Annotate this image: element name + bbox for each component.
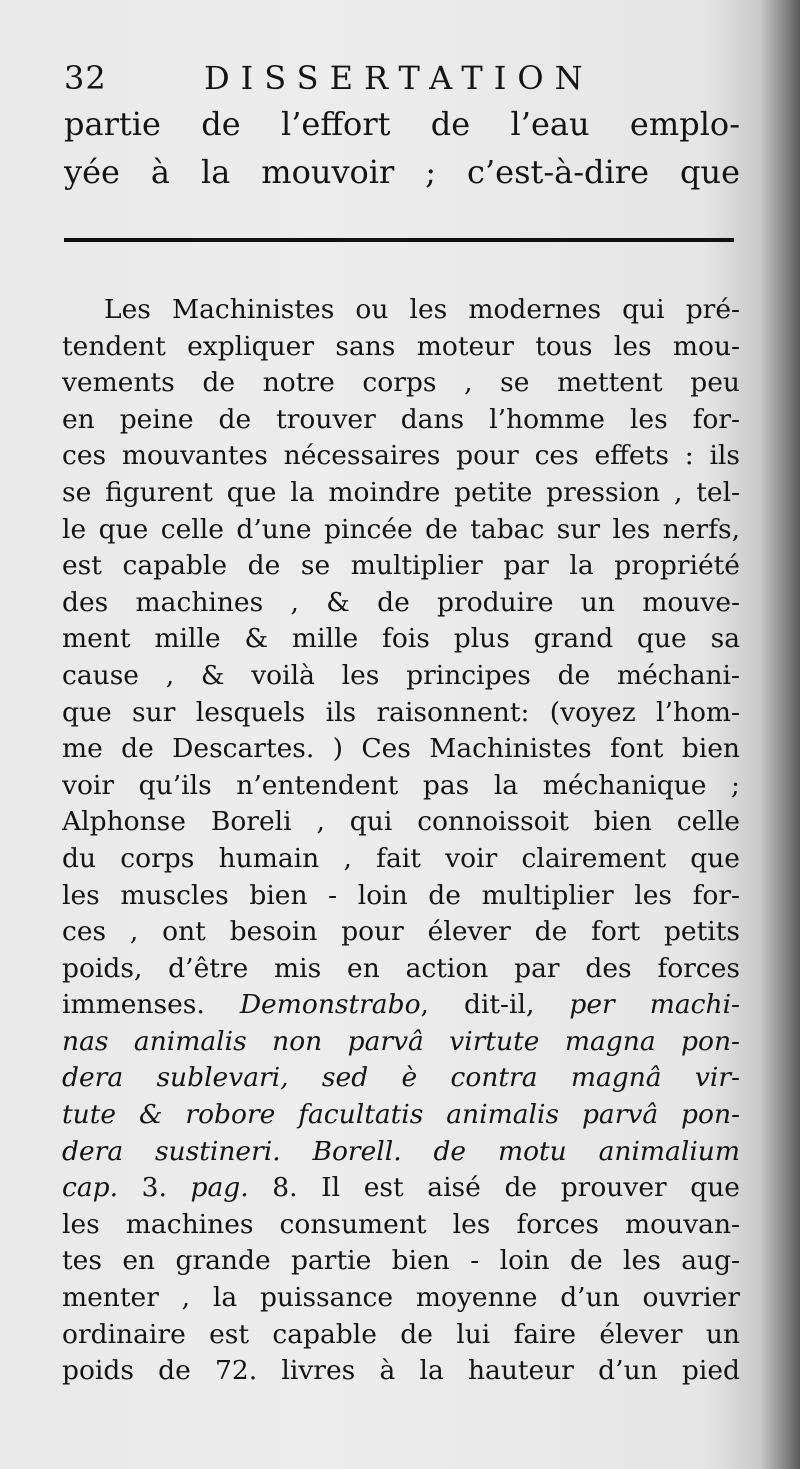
text-line: les muscles bien - loin de multiplier les for-	[62, 879, 740, 911]
latin-quote-line: nas animalis non parvâ virtute magna pon-	[62, 1025, 740, 1057]
text-line: ces , ont besoin pour élever de fort petits	[62, 916, 740, 948]
text-line: poids, d’être mis en action par des forces	[62, 952, 740, 984]
text-line: menter , la puissance moyenne d’un ouvrier	[62, 1282, 740, 1314]
text-line: cause , & voilà les principes de méchani-	[62, 659, 740, 691]
continued-text	[64, 100, 740, 196]
latin-quote-line	[62, 987, 740, 1024]
italic-run: cap.	[62, 1172, 119, 1204]
text-run: 3.	[118, 1172, 191, 1204]
text-line: en peine de trouver dans l’homme les for-	[62, 403, 740, 435]
page-header	[64, 58, 734, 98]
running-head: DISSERTATION	[204, 59, 594, 97]
text-line: du corps humain , fait voir clairement que	[62, 842, 740, 874]
text-line: tes en grande partie bien - loin de les aug-	[62, 1245, 740, 1277]
page-number: 32	[64, 59, 107, 97]
latin-quote-line: dera sustineri. Borell. de motu animalium	[62, 1135, 740, 1167]
text-line: yée à la mouvoir ; c’est-à-dire que	[64, 153, 740, 191]
text-line: vements de notre corps , se mettent peu	[62, 367, 740, 399]
text-run: , dit-il,	[420, 989, 570, 1021]
text-line: le que celle d’une pincée de tabac sur les nerfs,	[62, 513, 740, 545]
text-run: 8. Il est aisé de prouver que	[248, 1172, 740, 1204]
text-run: immenses.	[62, 989, 240, 1021]
text-line: des machines , & de produire un mouve-	[62, 586, 740, 618]
citation-line	[62, 1170, 740, 1207]
italic-run: pag.	[190, 1172, 249, 1204]
text-line: tendent expliquer sans moteur tous les mou-	[62, 330, 740, 362]
text-line: voir qu’ils n’entendent pas la méchanique ;	[62, 769, 740, 801]
section-rule	[64, 238, 734, 242]
text-line: me de Descartes. ) Ces Machinistes font bien	[62, 733, 740, 765]
text-line: est capable de se multiplier par la propriété	[62, 550, 740, 582]
text-line: ces mouvantes nécessaires pour ces effets : ils	[62, 440, 740, 472]
text-line: les machines consument les forces mouvan-	[62, 1208, 740, 1240]
text-line: Les Machinistes ou les modernes qui pré-	[104, 294, 740, 325]
footnote-text	[62, 292, 740, 1390]
text-line: que sur lesquels ils raisonnent: (voyez l’hom-	[62, 696, 740, 728]
text-line: Alphonse Boreli , qui connoissoit bien celle	[62, 806, 740, 838]
latin-quote-line: dera sublevari, sed è contra magnâ vir-	[62, 1062, 740, 1094]
text-line: ordinaire est capable de lui faire élever un	[62, 1318, 740, 1350]
text-line: poids de 72. livres à la hauteur d’un pied	[62, 1355, 740, 1387]
italic-run: Demonstrabo	[239, 989, 421, 1021]
text-line: ment mille & mille fois plus grand que sa	[62, 623, 740, 655]
italic-run: per machi-	[569, 989, 740, 1021]
latin-quote-line: tute & robore facultatis animalis parvâ pon-	[62, 1099, 740, 1131]
text-line: se figurent que la moindre petite pression , tel-	[62, 476, 740, 508]
text-line: partie de l’effort de l’eau emplo-	[64, 105, 740, 143]
